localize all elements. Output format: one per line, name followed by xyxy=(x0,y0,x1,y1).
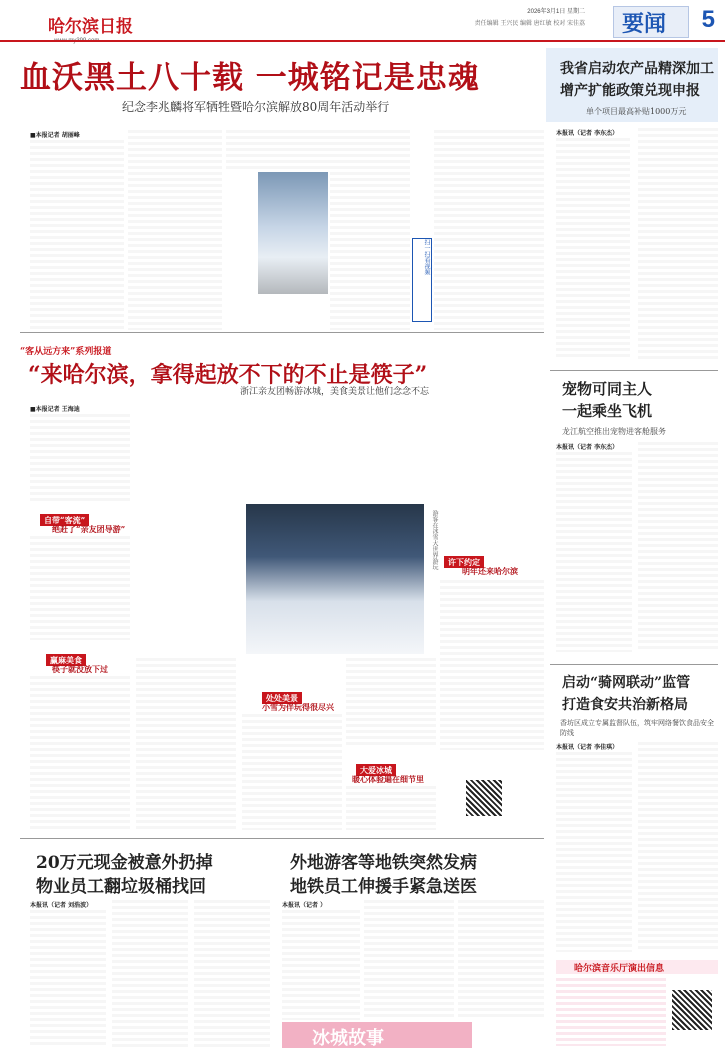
bottom-mid-title-2: 地铁员工伸援手紧急送医 xyxy=(290,877,477,897)
right-top-body-1 xyxy=(556,138,630,360)
logo-text: 哈尔滨日报 xyxy=(48,17,133,37)
right-low-title-1: 启动“骑网联动”监管 xyxy=(562,675,691,691)
bottom-mid-body-1 xyxy=(282,910,360,1020)
lead-body-col-5 xyxy=(434,130,544,330)
subhead-tag-1: 自带“客流” xyxy=(40,514,89,526)
right-top-title-1: 我省启动农产品精深加工 xyxy=(560,61,714,77)
subhead-6: 小雪为伴玩得很尽兴 xyxy=(262,702,334,712)
right-low-body-2 xyxy=(638,742,718,952)
feature-body-4 xyxy=(136,658,236,830)
lead-body-col-4 xyxy=(330,130,410,330)
concert-listing xyxy=(556,978,666,1046)
right-low-title-2: 打造食安共治新格局 xyxy=(562,697,688,713)
footer-banner-text: 冰城故事 xyxy=(312,1028,384,1049)
divider-2 xyxy=(550,370,718,371)
bottom-mid-byline: 本报讯（记者 ） xyxy=(282,902,327,909)
right-low-subtitle: 香坊区成立专属监督队伍，筑牢网络餐饮食品安全防线 xyxy=(560,719,714,737)
concert-banner xyxy=(556,960,718,974)
lead-body-col-3 xyxy=(226,130,336,170)
right-mid-subtitle: 龙江航空推出宠物进客舱服务 xyxy=(562,427,666,436)
subhead-tag-9: 大爱冰城 xyxy=(356,764,396,776)
subhead-tag-3: 赢麻美食 xyxy=(46,654,86,666)
date-line: 2026年3月1日 星期二 xyxy=(527,9,585,15)
right-top-body-2 xyxy=(638,128,718,360)
lead-body-col-1 xyxy=(30,140,124,330)
subhead-4: 筷子就没放下过 xyxy=(52,664,108,674)
right-low-byline: 本报讯（记者 李佳琪） xyxy=(556,744,619,751)
photo-caption: 游客在冰雪大世界游玩 xyxy=(431,510,438,570)
section-name: 要闻 xyxy=(622,11,667,37)
lead-subtitle: 纪念李兆麟将军牺牲暨哈尔滨解放80周年活动举行 xyxy=(122,100,390,114)
right-mid-body-1 xyxy=(556,452,632,652)
subhead-10: 暖心体验遍在细节里 xyxy=(352,774,424,784)
right-mid-title-2: 一起乘坐飞机 xyxy=(562,402,653,420)
top-rule xyxy=(0,40,725,42)
seal-box: 扫一扫看视频 xyxy=(412,238,432,322)
lead-photo xyxy=(258,172,328,294)
feature-body-3 xyxy=(30,676,130,830)
feature-body-1 xyxy=(30,414,130,504)
right-mid-body-2 xyxy=(638,442,718,652)
concert-qr xyxy=(672,990,712,1030)
newspaper-logo xyxy=(20,8,138,40)
bottom-mid-title-1: 外地游客等地铁突然发病 xyxy=(290,853,477,873)
bottom-left-body-2 xyxy=(112,900,188,1048)
subhead-tag-5: 处处美景 xyxy=(262,692,302,704)
feature-body-2 xyxy=(30,536,130,640)
bottom-mid-body-3 xyxy=(458,900,544,1020)
right-mid-title-1: 宠物可同主人 xyxy=(562,380,653,398)
page-number: 5 xyxy=(701,6,715,33)
divider-4 xyxy=(20,838,544,839)
feature-subtitle: 浙江亲友团畅游冰城，美食美景让他们念念不忘 xyxy=(240,387,430,397)
feature-body-7 xyxy=(440,580,544,750)
right-low-body-1 xyxy=(556,752,632,952)
right-top-subtitle: 单个项目最高补贴1000万元 xyxy=(586,107,687,116)
qr-code xyxy=(466,780,502,816)
bottom-left-title-2: 物业员工翻垃圾桶找回 xyxy=(36,877,206,897)
section-tab xyxy=(613,6,689,38)
footer-banner xyxy=(282,1022,472,1048)
feature-body-5 xyxy=(242,714,342,830)
concert-banner-text: 哈尔滨音乐厅演出信息 xyxy=(574,964,665,974)
lead-body-col-2 xyxy=(128,130,222,330)
divider-3 xyxy=(550,664,718,665)
right-top-title-2: 增产扩能政策兑现申报 xyxy=(560,83,700,99)
bottom-left-body-1 xyxy=(30,910,106,1048)
bottom-left-byline: 本报讯（记者 刘浩波） xyxy=(30,902,93,909)
divider-1 xyxy=(20,332,544,333)
feature-body-6 xyxy=(346,658,436,748)
subhead-tag-7: 许下约定 xyxy=(444,556,484,568)
right-mid-byline: 本报讯（记者 李东杰） xyxy=(556,444,619,451)
right-top-byline: 本报讯（记者 李东杰） xyxy=(556,130,619,137)
feature-photo xyxy=(246,504,424,654)
feature-body-8 xyxy=(346,786,436,830)
feature-byline: ■本报记者 王海迪 xyxy=(30,406,80,413)
bottom-left-body-3 xyxy=(194,900,270,1048)
series-tag: “客从远方来”系列报道 xyxy=(20,347,112,357)
bottom-mid-body-2 xyxy=(364,900,454,1020)
subhead-8: 明年还来哈尔滨 xyxy=(462,566,518,576)
bottom-left-title-1: 20万元现金被意外扔掉 xyxy=(36,853,213,873)
lead-byline: ■本报记者 胡丽峰 xyxy=(30,132,80,139)
feature-title: “来哈尔滨，拿得起放不下的不止是筷子” xyxy=(28,362,428,388)
subhead-2: 绝赶了“亲友团导游” xyxy=(52,524,126,534)
editor-line: 责任编辑 王兴民 编辑 唐红敏 校对 宋佳荔 xyxy=(474,21,585,27)
lead-title: 血沃黑土八十载 一城铭记是忠魂 xyxy=(20,60,480,96)
